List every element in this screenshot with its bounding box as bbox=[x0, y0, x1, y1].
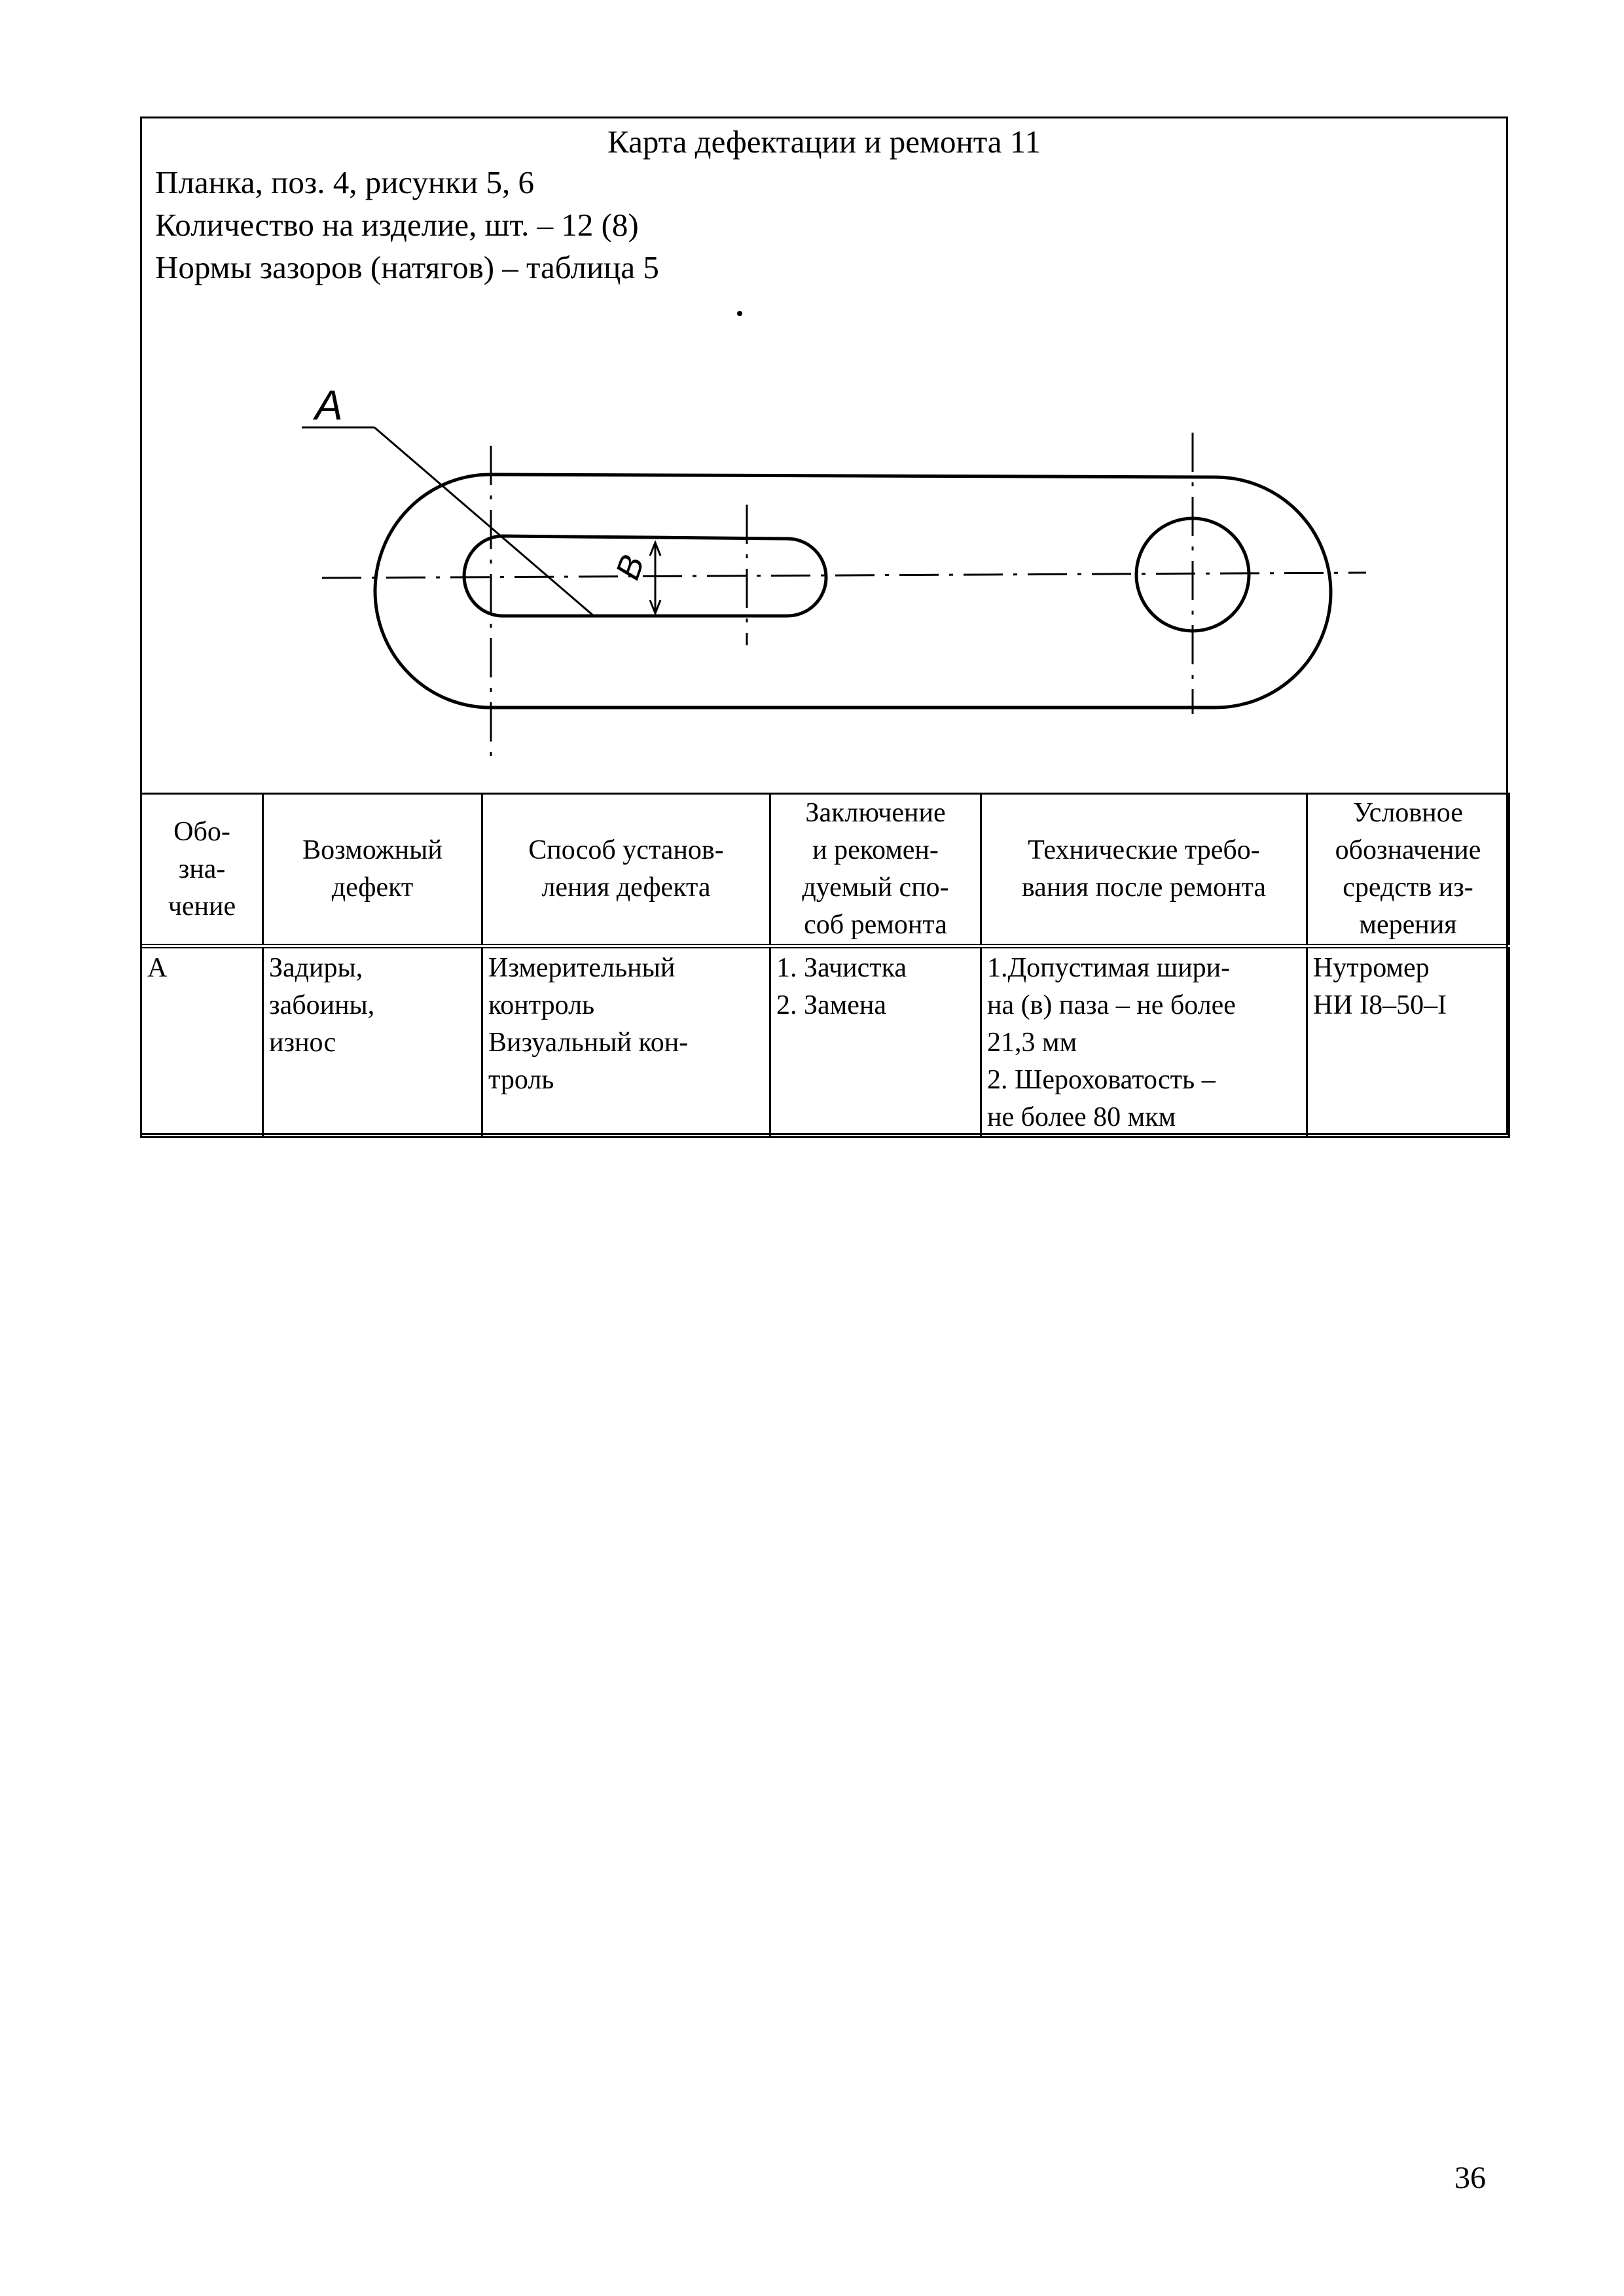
cell-conclusion: 1. Зачистка 2. Замена bbox=[770, 946, 981, 1138]
header-possible-defect: Возможный дефект bbox=[263, 794, 482, 946]
part-name: Планка, поз. 4, рисунки 5, 6 bbox=[155, 164, 535, 200]
label-a: А bbox=[315, 382, 343, 429]
header-measuring-tools: Условное обозначение средств из- мерения bbox=[1307, 794, 1509, 946]
header-designation: Обо- зна- чение bbox=[141, 794, 263, 946]
header-detection-method: Способ установ- ления дефекта bbox=[482, 794, 770, 946]
header-tech-requirements: Технические требо- вания после ремонта bbox=[981, 794, 1307, 946]
cell-designation: А bbox=[141, 946, 263, 1138]
cell-defect: Задиры, забоины, износ bbox=[263, 946, 482, 1138]
table-row bbox=[141, 946, 1509, 1138]
card-header bbox=[142, 118, 1506, 793]
quantity-line: Количество на изделие, шт. – 12 (8) bbox=[155, 207, 639, 243]
dot-mark bbox=[737, 311, 742, 316]
cell-tools: Нутромер НИ I8–50–I bbox=[1307, 946, 1509, 1138]
cell-method: Измерительный контроль Визуальный кон- троль bbox=[482, 946, 770, 1138]
clearance-norms-line: Нормы зазоров (натягов) – таблица 5 bbox=[155, 249, 659, 285]
card-title: Карта дефектации и ремонта 11 bbox=[607, 124, 1041, 160]
center-line-horizontal bbox=[322, 573, 1366, 578]
header-conclusion: Заключение и рекомен- дуемый спо- соб ремонта bbox=[770, 794, 981, 946]
part-drawing bbox=[142, 118, 1506, 793]
table-header-row bbox=[141, 794, 1509, 946]
page-number: 36 bbox=[1454, 2161, 1486, 2195]
defect-table bbox=[140, 793, 1510, 1138]
cell-requirements: 1.Допустимая шири- на (в) паза – не более 21,3 мм 2. Шероховатость – не более 80 мкм bbox=[981, 946, 1307, 1138]
label-b: В bbox=[608, 550, 653, 585]
plate-outline bbox=[375, 475, 1331, 708]
defect-card bbox=[140, 117, 1508, 1135]
